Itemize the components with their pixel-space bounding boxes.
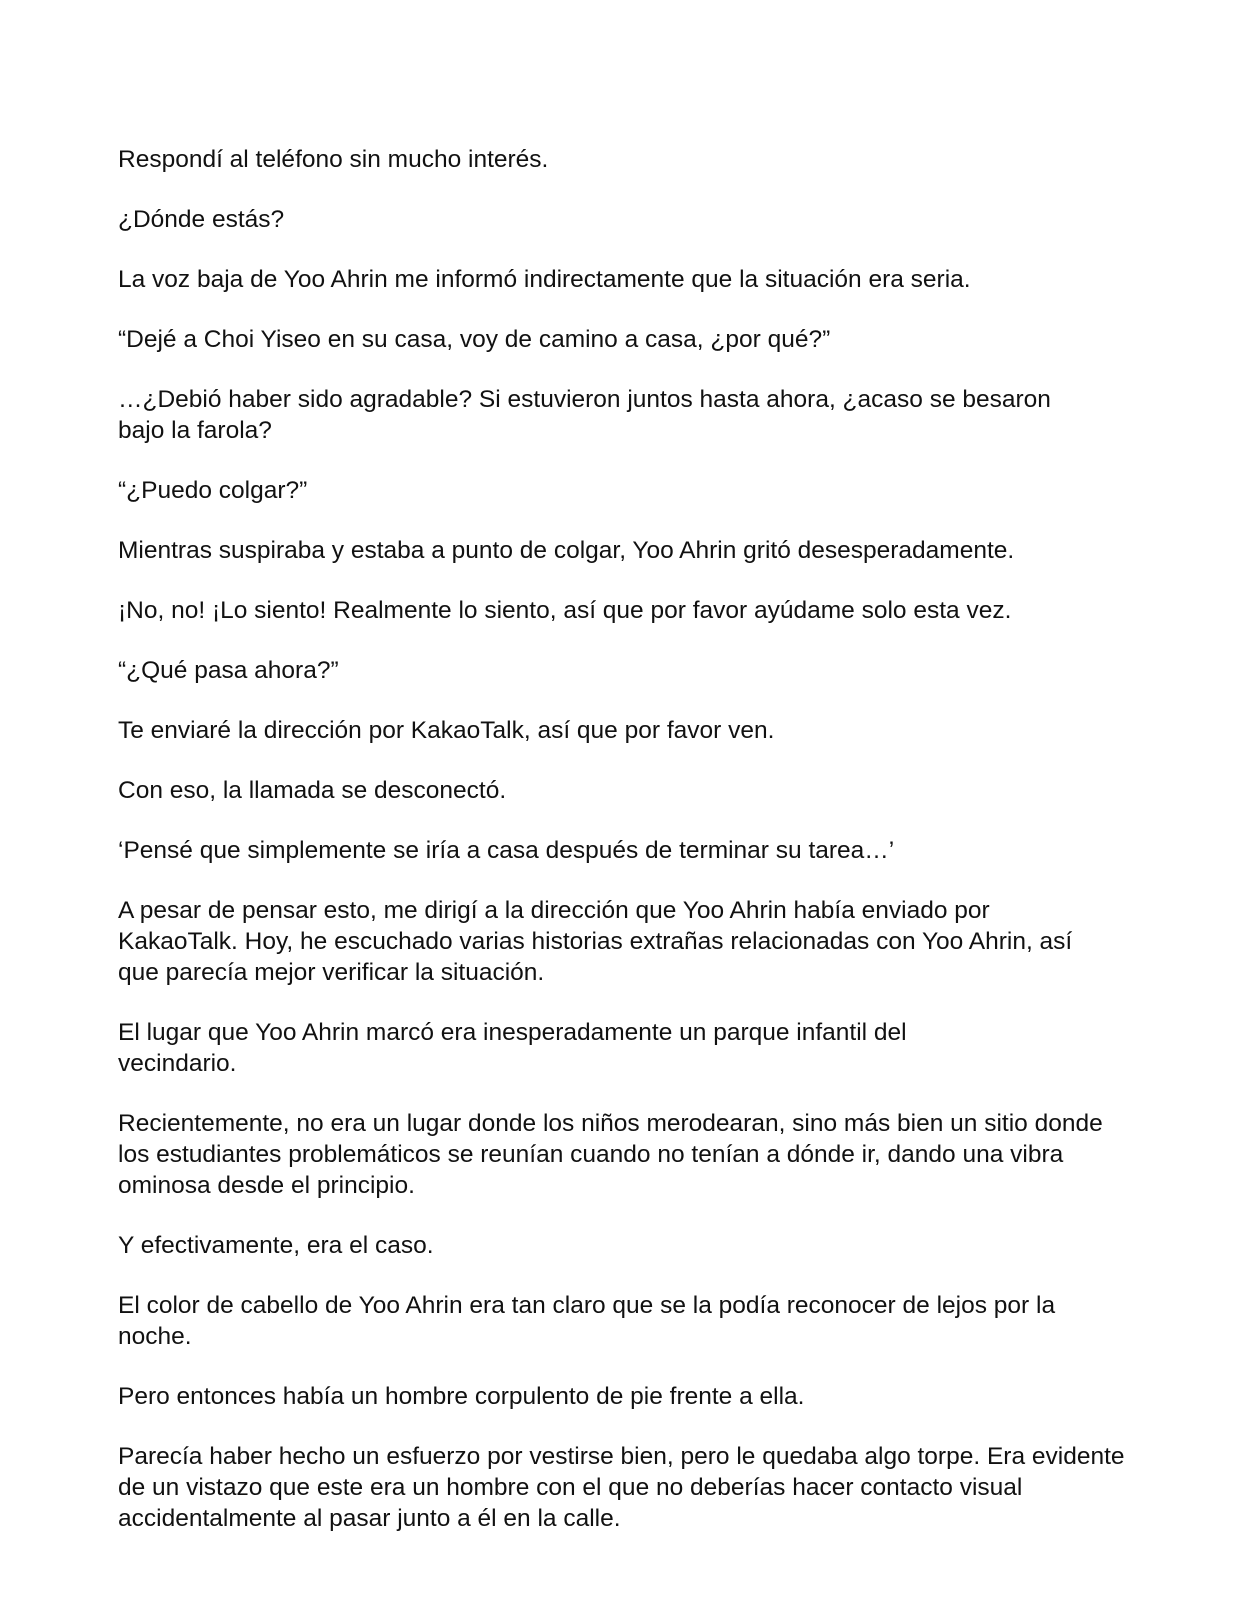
paragraph: Y efectivamente, era el caso.	[118, 1232, 434, 1259]
paragraph: “¿Puedo colgar?”	[118, 477, 308, 504]
paragraph: Respondí al teléfono sin mucho interés.	[118, 146, 549, 173]
paragraph: Pero entonces había un hombre corpulento de pie frente a ella.	[118, 1383, 805, 1410]
paragraph: Mientras suspiraba y estaba a punto de colgar, Yoo Ahrin gritó desesperadamente.	[118, 537, 1015, 564]
paragraph: …¿Debió haber sido agradable? Si estuvieron juntos hasta ahora, ¿acaso se besaron bajo la farola?	[118, 386, 1051, 444]
paragraph: A pesar de pensar esto, me dirigí a la dirección que Yoo Ahrin había enviado por KakaoTalk. Hoy, he escuchado varias historias extrañas relacionadas con Yoo Ahrin, así que parecía mejor verificar la situación.	[118, 897, 1073, 986]
paragraph: “¿Qué pasa ahora?”	[118, 657, 339, 684]
paragraph: ¡No, no! ¡Lo siento! Realmente lo siento, así que por favor ayúdame solo esta vez.	[118, 597, 1012, 624]
paragraph: Con eso, la llamada se desconectó.	[118, 777, 507, 804]
paragraph: ¿Dónde estás?	[118, 206, 285, 233]
paragraph: El color de cabello de Yoo Ahrin era tan claro que se la podía reconocer de lejos por la noche.	[118, 1292, 1056, 1350]
paragraph: ‘Pensé que simplemente se iría a casa después de terminar su tarea…’	[118, 837, 895, 864]
paragraph: “Dejé a Choi Yiseo en su casa, voy de camino a casa, ¿por qué?”	[118, 326, 831, 353]
paragraph: Recientemente, no era un lugar donde los niños merodearan, sino más bien un sitio donde los estudiantes problemáticos se reunían cuando no tenían a dónde ir, dando una vibra ominosa desde el principio.	[118, 1110, 1103, 1199]
paragraph: La voz baja de Yoo Ahrin me informó indirectamente que la situación era seria.	[118, 266, 971, 293]
paragraph: Parecía haber hecho un esfuerzo por vestirse bien, pero le quedaba algo torpe. Era evidente de un vistazo que este era un hombre con el que no deberías hacer contacto visual accidentalmente al pasar junto a él en la calle.	[118, 1443, 1125, 1532]
paragraph: Te enviaré la dirección por KakaoTalk, así que por favor ven.	[118, 717, 775, 744]
paragraph: El lugar que Yoo Ahrin marcó era inesperadamente un parque infantil del vecindario.	[118, 1019, 907, 1077]
document-body	[118, 144, 1128, 1563]
